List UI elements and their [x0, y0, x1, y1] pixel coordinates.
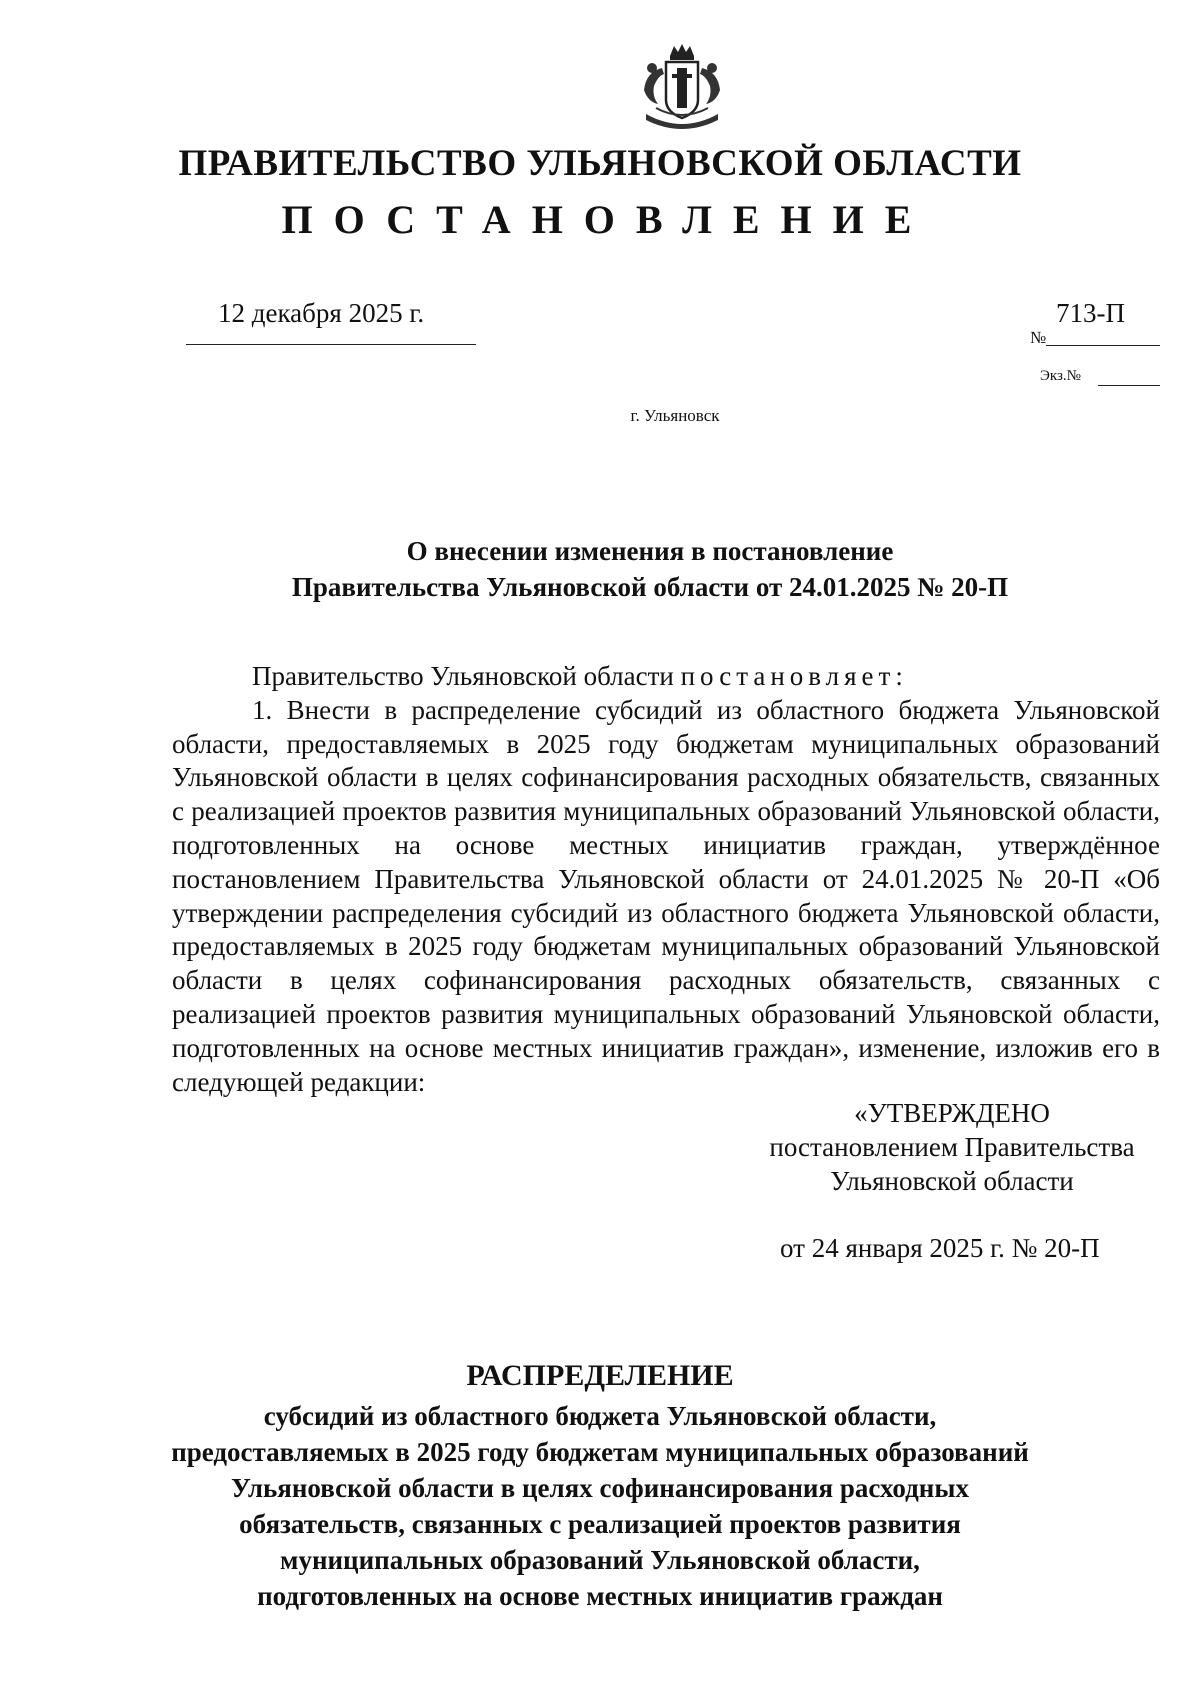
document-date: 12 декабря 2025 г.	[218, 298, 425, 328]
distribution-subtitle-line: муниципальных образований Ульяновской области,	[280, 1545, 920, 1575]
approval-block	[752, 1096, 1152, 1198]
approval-date: от 24 января 2025 г. № 20-П	[780, 1233, 1100, 1263]
distribution-heading	[150, 1354, 1050, 1614]
ulyanovsk-coat-of-arms-icon	[632, 42, 732, 134]
distribution-subtitle-line: Ульяновской области в целях софинансирования расходных	[231, 1473, 969, 1503]
approval-line: «УТВЕРЖДЕНО	[854, 1098, 1050, 1128]
intro-text: Правительство Ульяновской области	[252, 661, 681, 691]
number-sign: №	[1030, 328, 1047, 347]
distribution-subtitle-line: обязательств, связанных с реализацией проектов развития	[239, 1509, 961, 1539]
item-1-paragraph: 1. Внести в распределение субсидий из областного бюджета Ульяновской области, предоставляемых в 2025 году бюджетам муниципальных образований Ульяновской области в целях софинансирования расходных обязательств, связанных с реализацией проектов развития муниципальных образований Ульяновской области, подготовленных на основе местных инициатив граждан, утверждённое постановлением Правительства Ульяновской области от 24.01.2025 № 20-П «Об утверждении распределения субсидий из областного бюджета Ульяновской области, предоставляемых в 2025 году бюджетам муниципальных образований Ульяновской области в целях софинансирования расходных обязательств, связанных с реализацией проектов развития муниципальных образований Ульяновской области, подготовленных на основе местных инициатив граждан», изменение, изложив его в следующей редакции:	[172, 694, 1160, 1097]
distribution-subtitle-line: подготовленных на основе местных инициатив граждан	[257, 1581, 943, 1611]
subject-line: Правительства Ульяновской области от 24.01.2025 № 20-П	[291, 572, 1009, 602]
copy-number-underline	[1098, 385, 1160, 386]
document-subject	[250, 533, 1050, 605]
date-underline	[186, 344, 476, 345]
document-type: ПОСТАНОВЛЕНИЕ	[281, 197, 933, 242]
subject-line: О внесении изменения в постановление	[406, 536, 894, 566]
intro-paragraph	[172, 660, 1160, 694]
distribution-subtitle-line: субсидий из областного бюджета Ульяновской области,	[263, 1401, 937, 1431]
decree-word: постановляет:	[680, 661, 908, 691]
document-body	[172, 660, 1160, 1099]
copy-number-label: Экз.№	[1040, 368, 1081, 384]
approval-line: постановлением Правительства	[769, 1132, 1135, 1162]
document-number: 713-П	[1056, 298, 1125, 328]
approval-line: Ульяновской области	[830, 1166, 1074, 1196]
distribution-title: РАСПРЕДЕЛЕНИЕ	[466, 1359, 734, 1392]
city: г. Ульяновск	[630, 406, 720, 425]
number-underline	[1046, 345, 1160, 346]
distribution-subtitle-line: предоставляемых в 2025 году бюджетам муниципальных образований	[171, 1437, 1029, 1467]
government-title: ПРАВИТЕЛЬСТВО УЛЬЯНОВСКОЙ ОБЛАСТИ	[178, 143, 1022, 184]
